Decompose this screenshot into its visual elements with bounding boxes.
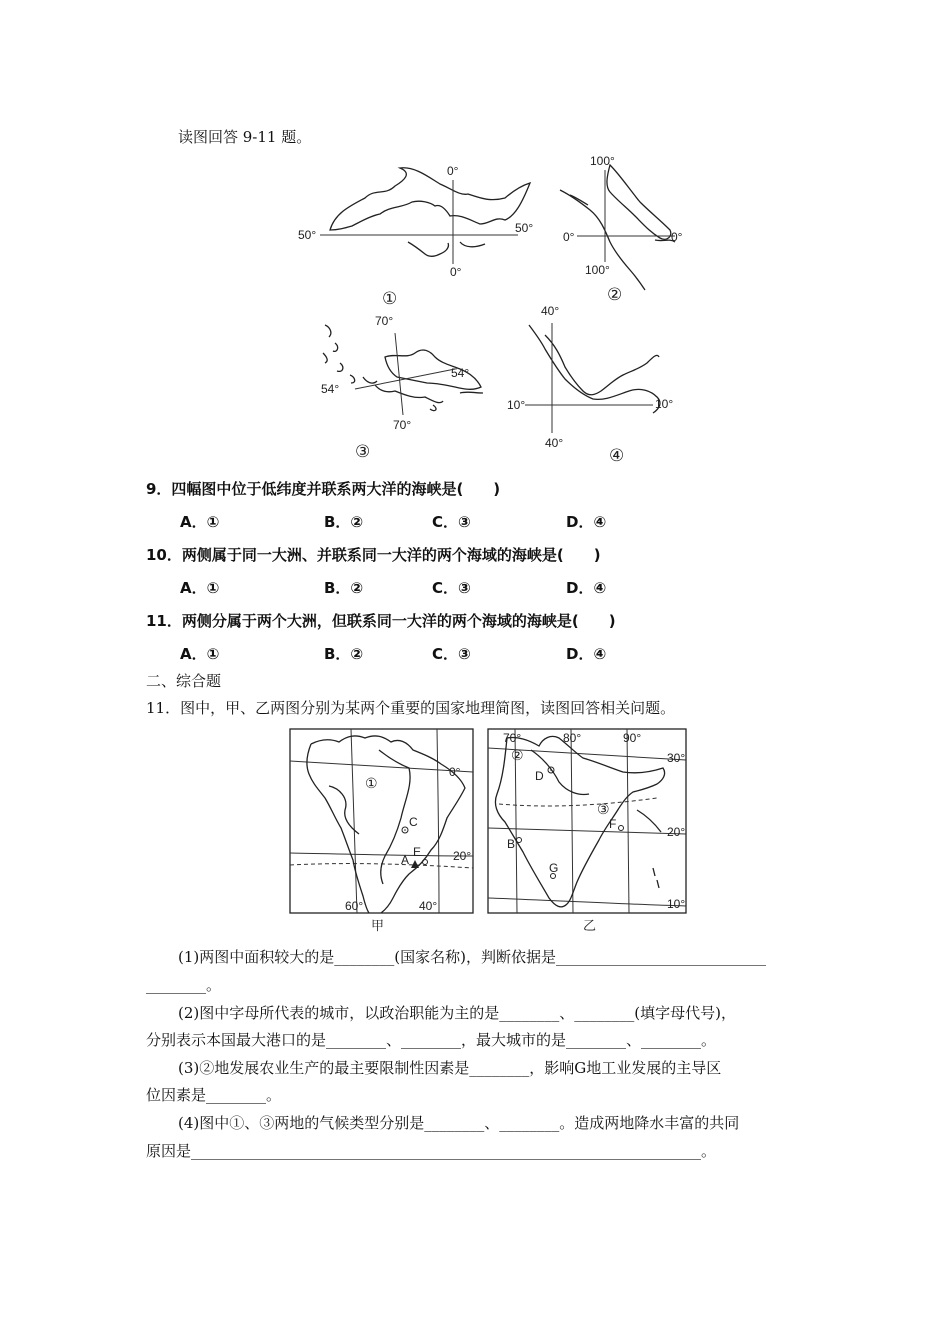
map3-label-bottom: 70° <box>393 418 412 432</box>
question-10-option-d[interactable]: D．④ <box>566 579 607 597</box>
jia-lat-top: 0° <box>449 765 461 779</box>
map2-label-right: 0° <box>671 230 683 244</box>
jia-lon-right: 40° <box>419 899 438 913</box>
yi-point-b: B <box>507 837 516 851</box>
question-10-option-a[interactable]: A．① <box>180 579 220 597</box>
question-9-stem: 9．四幅图中位于低纬度并联系两大洋的海峡是( ) <box>146 480 501 498</box>
question-11-option-a[interactable]: A．① <box>180 645 220 663</box>
q11-intro: 11．图中，甲、乙两图分别为某两个重要的国家地理简图，读图回答相关问题。 <box>146 699 676 717</box>
question-9-option-c[interactable]: C．③ <box>432 513 471 531</box>
question-9-option-b[interactable]: B．② <box>324 513 364 531</box>
question-9-option-a[interactable]: A．① <box>180 513 220 531</box>
question-9-option-d[interactable]: D．④ <box>566 513 607 531</box>
q11-sub1-line1: (1)两图中面积较大的是________(国家名称)，判断依据是____________________________ <box>178 948 766 966</box>
q11-sub2-line2: 分别表示本国最大港口的是________、________，最大城市的是________、________。 <box>146 1031 717 1049</box>
map1-caption: ① <box>382 289 398 308</box>
map2-label-bottom: 100° <box>585 263 610 277</box>
map3-caption: ③ <box>355 442 371 461</box>
map3-label-left: 54° <box>321 382 340 396</box>
map1-label-left: 50° <box>298 228 317 242</box>
question-11-option-b[interactable]: B．② <box>324 645 364 663</box>
yi-lat-b: 20° <box>667 825 686 839</box>
map2-label-left: 0° <box>563 230 575 244</box>
yi-point-d: D <box>535 769 544 783</box>
yi-lat-a: 30° <box>667 751 686 765</box>
jia-point-e: E <box>413 845 422 859</box>
map-jia <box>289 728 479 938</box>
q11-sub1-line2: ________。 <box>146 976 222 994</box>
question-11-option-c[interactable]: C．③ <box>432 645 471 663</box>
strait-map-3 <box>315 305 495 465</box>
jia-lat-mid: 20° <box>453 849 472 863</box>
map4-label-bottom: 40° <box>545 436 564 450</box>
map4-label-right: 10° <box>655 397 674 411</box>
yi-lon-b: 80° <box>563 731 582 745</box>
jia-lon-left: 60° <box>345 899 364 913</box>
question-11-stem: 11．两侧分属于两个大洲，但联系同一大洋的两个海域的海峡是( ) <box>146 612 616 630</box>
map2-caption: ② <box>607 285 623 304</box>
intro-text: 读图回答 9-11 题。 <box>178 128 312 146</box>
map4-label-top: 40° <box>541 304 560 318</box>
strait-map-2 <box>555 150 705 310</box>
yi-region-3: ③ <box>597 801 610 817</box>
map2-label-top: 100° <box>590 154 615 168</box>
question-10-option-c[interactable]: C．③ <box>432 579 471 597</box>
map4-caption: ④ <box>609 446 625 465</box>
section-title: 二、综合题 <box>146 672 222 690</box>
yi-region-2: ② <box>511 747 524 763</box>
question-11-option-d[interactable]: D．④ <box>566 645 607 663</box>
q11-sub4-line2: 原因是____________________________________________________________________。 <box>146 1142 717 1160</box>
q11-sub3-line2: 位因素是________。 <box>146 1086 282 1104</box>
yi-lon-c: 90° <box>623 731 642 745</box>
q11-sub2-line1: (2)图中字母所代表的城市，以政治职能为主的是________、________(填字母代号)， <box>178 1004 736 1022</box>
q11-sub3-line1: (3)②地发展农业生产的最主要限制性因素是________，影响G地工业发展的主导区 <box>178 1059 722 1077</box>
jia-point-a: A <box>401 853 410 867</box>
jia-point-c: C <box>409 815 418 829</box>
strait-map-1 <box>290 158 550 308</box>
jia-region-1: ① <box>365 775 378 791</box>
yi-point-f: F <box>609 817 617 831</box>
map1-label-right: 50° <box>515 221 534 235</box>
jia-caption: 甲 <box>371 918 385 933</box>
map4-label-left: 10° <box>507 398 526 412</box>
map3-label-top: 70° <box>375 314 394 328</box>
yi-point-g: G <box>549 861 559 875</box>
map3-label-right: 54° <box>451 366 470 380</box>
q11-sub4-line1: (4)图中①、③两地的气候类型分别是________、________。造成两地降水丰富的共同 <box>178 1114 740 1132</box>
map-yi <box>487 728 692 938</box>
yi-lon-a: 70° <box>503 731 522 745</box>
yi-caption: 乙 <box>583 918 597 933</box>
map1-label-bottom: 0° <box>450 265 462 279</box>
question-10-stem: 10．两侧属于同一大洲、并联系同一大洋的两个海域的海峡是( ) <box>146 546 601 564</box>
map1-label-top: 0° <box>447 164 459 178</box>
strait-map-4 <box>505 295 685 465</box>
yi-lat-c: 10° <box>667 897 686 911</box>
question-10-option-b[interactable]: B．② <box>324 579 364 597</box>
